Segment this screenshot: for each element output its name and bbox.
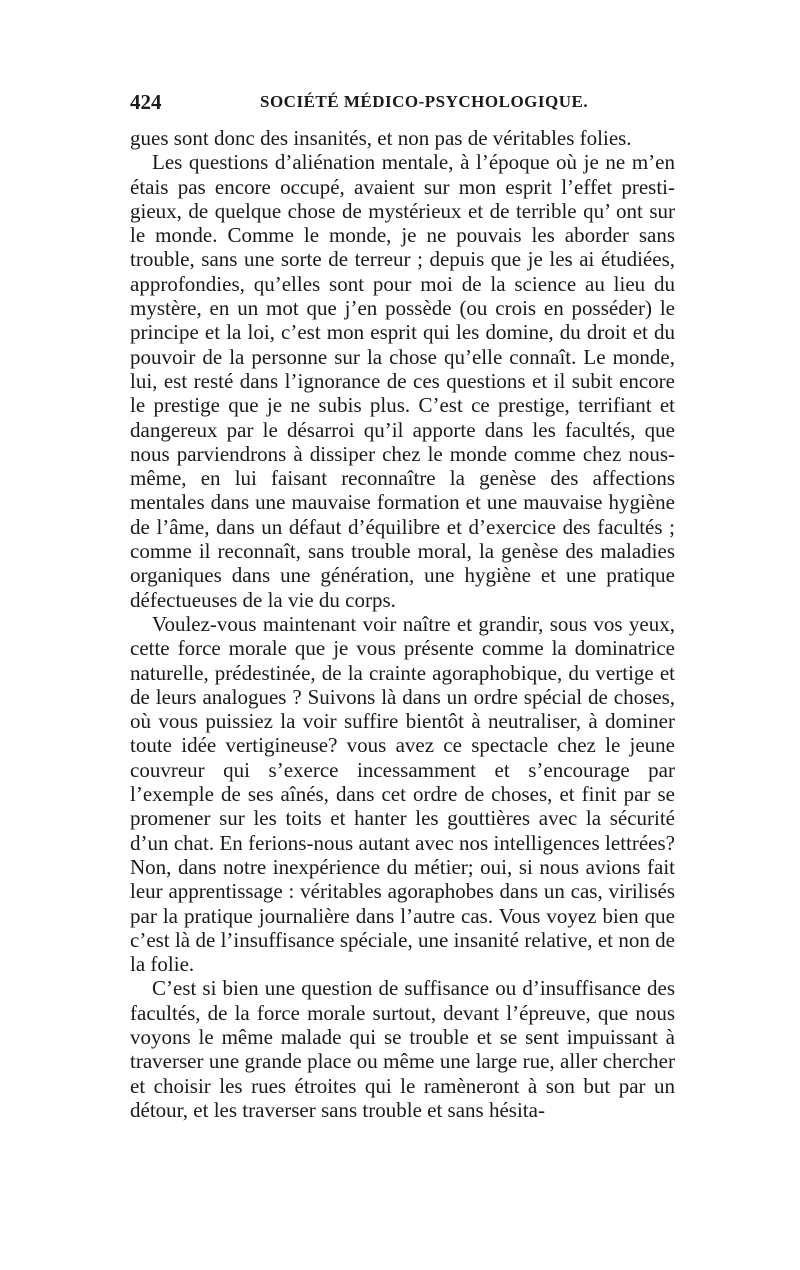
- body-text: [130, 126, 675, 1122]
- paragraph-2: Les questions d’aliénation mentale, à l’époque où je ne m’en étais pas encore occupé, avaient sur mon esprit l’effet prestigieux, de quelque chose de mystérieux et de terrible qu’ ont sur le monde. Comme le monde, je ne pouvais les aborder sans trouble, sans une sorte de terreur ; depuis que je les ai étudiées, approfondies, qu’elles sont pour moi de la science au lieu du mystère, en un mot que j’en possède (ou crois en posséder) le principe et la loi, c’est mon esprit qui les domine, du droit et du pouvoir de la personne sur la chose qu’elle connaît. Le monde, lui, est resté dans l’ignorance de ces questions et il subit encore le prestige que je ne subis plus. C’est ce prestige, terrifiant et dangereux par le désarroi qu’il apporte dans les facultés, que nous parviendrons à dissiper chez le monde comme chez nous-même, en lui faisant reconnaître la genèse des affections mentales dans une mauvaise formation et une mauvaise hygiène de l’âme, dans un défaut d’équilibre et d’exercice des facultés ; comme il reconnaît, sans trouble moral, la genèse des maladies organiques dans une génération, une hygiène et une pratique défectueuses de la vie du corps.: [130, 150, 675, 612]
- page-number: 424: [130, 90, 162, 114]
- page-header: [130, 90, 675, 120]
- running-head: SOCIÉTÉ MÉDICO-PSYCHOLOGIQUE.: [260, 92, 589, 111]
- paragraph-4: C’est si bien une question de suffisance ou d’insuffisance des facultés, de la force morale surtout, devant l’épreuve, que nous voyons le même malade qui se trouble et se sent impuissant à traverser une grande place ou même une large rue, aller chercher et choisir les rues étroites qui le ramèneront à son but par un détour, et les traverser sans trouble et sans hésita-: [130, 976, 675, 1122]
- paragraph-1: gues sont donc des insanités, et non pas de véritables folies.: [130, 126, 632, 150]
- paragraph-3: Voulez-vous maintenant voir naître et grandir, sous vos yeux, cette force morale que je vous présente comme la dominatrice naturelle, prédestinée, de la crainte agoraphobique, du vertige et de leurs analogues ? Suivons là dans un ordre spécial de choses, où vous puissiez la voir suffire bientôt à neutraliser, à dominer toute idée vertigineuse? vous avez ce spectacle chez le jeune couvreur qui s’exerce incessamment et s’encourage par l’exemple de ses aînés, dans cet ordre de choses, et finit par se promener sur les toits et hanter les gouttières avec la sécurité d’un chat. En ferions-nous autant avec nos intelligences lettrées? Non, dans notre inexpérience du métier; oui, si nous avions fait leur apprentissage : véritables agoraphobes dans un cas, virilisés par la pratique journalière dans l’autre cas. Vous voyez bien que c’est là de l’insuffisance spéciale, une insanité relative, et non de la folie.: [130, 611, 675, 977]
